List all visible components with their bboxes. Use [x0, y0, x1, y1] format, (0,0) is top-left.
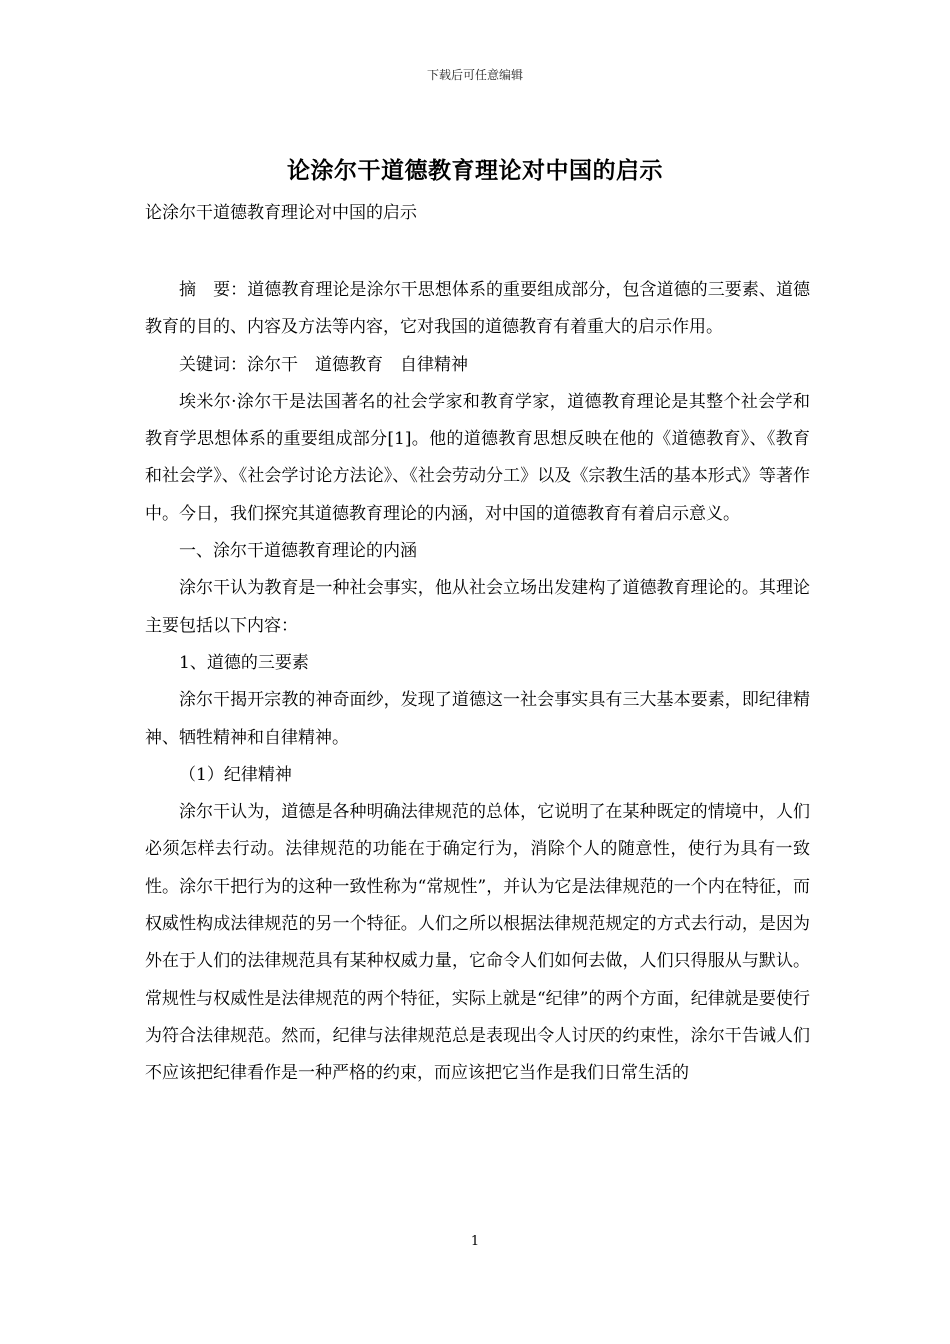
- section-heading: 一、涂尔干道德教育理论的内涵: [179, 541, 417, 562]
- abstract-paragraph: 摘 要：道德教育理论是涂尔干思想体系的重要组成部分，包含道德的三要素、道德教育的目的、内容及方法等内容，它对我国的道德教育有着重大的启示作用。: [145, 280, 810, 338]
- body-text: [145, 272, 810, 1093]
- subsection-paragraph: 涂尔干揭开宗教的神奇面纱，发现了道德这一社会事实具有三大基本要素，即纪律精神、牺牲精神和自律精神。: [145, 690, 810, 748]
- section-paragraph: 涂尔干认为教育是一种社会事实，他从社会立场出发建构了道德教育理论的。其理论主要包括以下内容：: [145, 578, 810, 636]
- document-title: 论涂尔干道德教育理论对中国的启示: [287, 157, 663, 184]
- document-subtitle: 论涂尔干道德教育理论对中国的启示: [145, 203, 417, 223]
- subsubsection-heading: （1）纪律精神: [179, 764, 292, 785]
- keywords-paragraph: 关键词：涂尔干 道德教育 自律精神: [179, 354, 468, 375]
- discipline-paragraph: 涂尔干认为，道德是各种明确法律规范的总体，它说明了在某种既定的情境中，人们必须怎样去行动。法律规范的功能在于确定行为，消除个人的随意性，使行为具有一致性。涂尔干把行为的这种一致性称为“常规性”，并认为它是法律规范的一个内在特征，而权威性构成法律规范的另一个特征。人们之所以根据法律规范规定的方式去行动，是因为外在于人们的法律规范具有某种权威力量，它命令人们如何去做，人们只得服从与默认。常规性与权威性是法律规范的两个特征，实际上就是“纪律”的两个方面，纪律就是要使行为符合法律规范。然而，纪律与法律规范总是表现出令人讨厌的约束性，涂尔干告诫人们不应该把纪律看作是一种严格的约束，而应该把它当作是我们日常生活的: [145, 802, 810, 1084]
- subsection-heading: 1、道德的三要素: [179, 652, 309, 673]
- intro-paragraph: 埃米尔·涂尔干是法国著名的社会学家和教育学家，道德教育理论是其整个社会学和教育学思想体系的重要组成部分[1]。他的道德教育思想反映在他的《道德教育》、《教育和社会学》、《社会学讨论方法论》、《社会劳动分工》以及《宗教生活的基本形式》等著作中。今日，我们探究其道德教育理论的内涵，对中国的道德教育有着启示意义。: [145, 391, 810, 524]
- header-note: 下载后可任意编辑: [426, 68, 523, 82]
- page-number: 1: [470, 1234, 480, 1249]
